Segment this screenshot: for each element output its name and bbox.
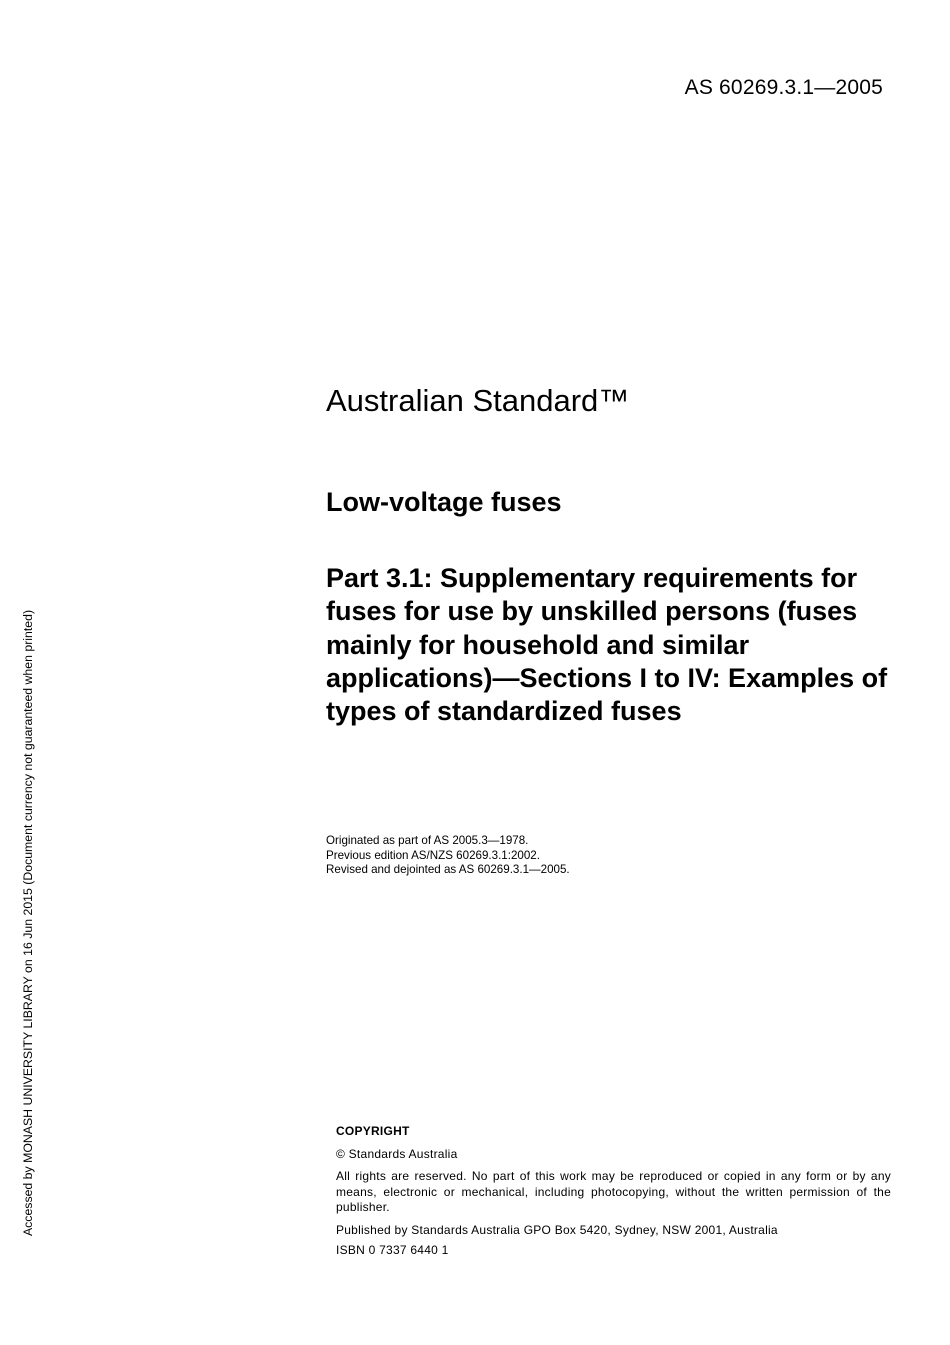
document-designation: AS 60269.3.1—2005 — [684, 76, 883, 99]
brand-label: Australian Standard™ — [326, 383, 630, 418]
copyright-block — [336, 1124, 891, 1259]
document-subtitle: Part 3.1: Supplementary requirements for fuses for use by unskilled persons (fuses mainly for household and similar applications)—Sections I to IV: Examples of types of standardized fuses — [326, 563, 888, 727]
copyright-heading: COPYRIGHT — [336, 1124, 410, 1138]
history-line-revision: Revised and dejointed as AS 60269.3.1—2005. — [326, 863, 570, 876]
edition-history — [326, 834, 570, 878]
copyright-holder: © Standards Australia — [336, 1146, 458, 1161]
publisher-address: Published by Standards Australia GPO Box 5420, Sydney, NSW 2001, Australia — [336, 1222, 778, 1237]
history-line-previous: Previous edition AS/NZS 60269.3.1:2002. — [326, 848, 540, 862]
access-watermark: Accessed by MONASH UNIVERSITY LIBRARY on 16 Jun 2015 (Document currency not guaranteed when printed) — [21, 609, 35, 1237]
isbn-number: ISBN 0 7337 6440 1 — [336, 1243, 449, 1257]
history-line-origin: Originated as part of AS 2005.3—1978. — [326, 834, 529, 847]
document-title: Low-voltage fuses — [326, 487, 562, 517]
copyright-rights: All rights are reserved. No part of this work may be reproduced or copied in any form or by any means, electronic or mechanical, including photocopying, without the written permission of the publisher. — [336, 1169, 891, 1214]
